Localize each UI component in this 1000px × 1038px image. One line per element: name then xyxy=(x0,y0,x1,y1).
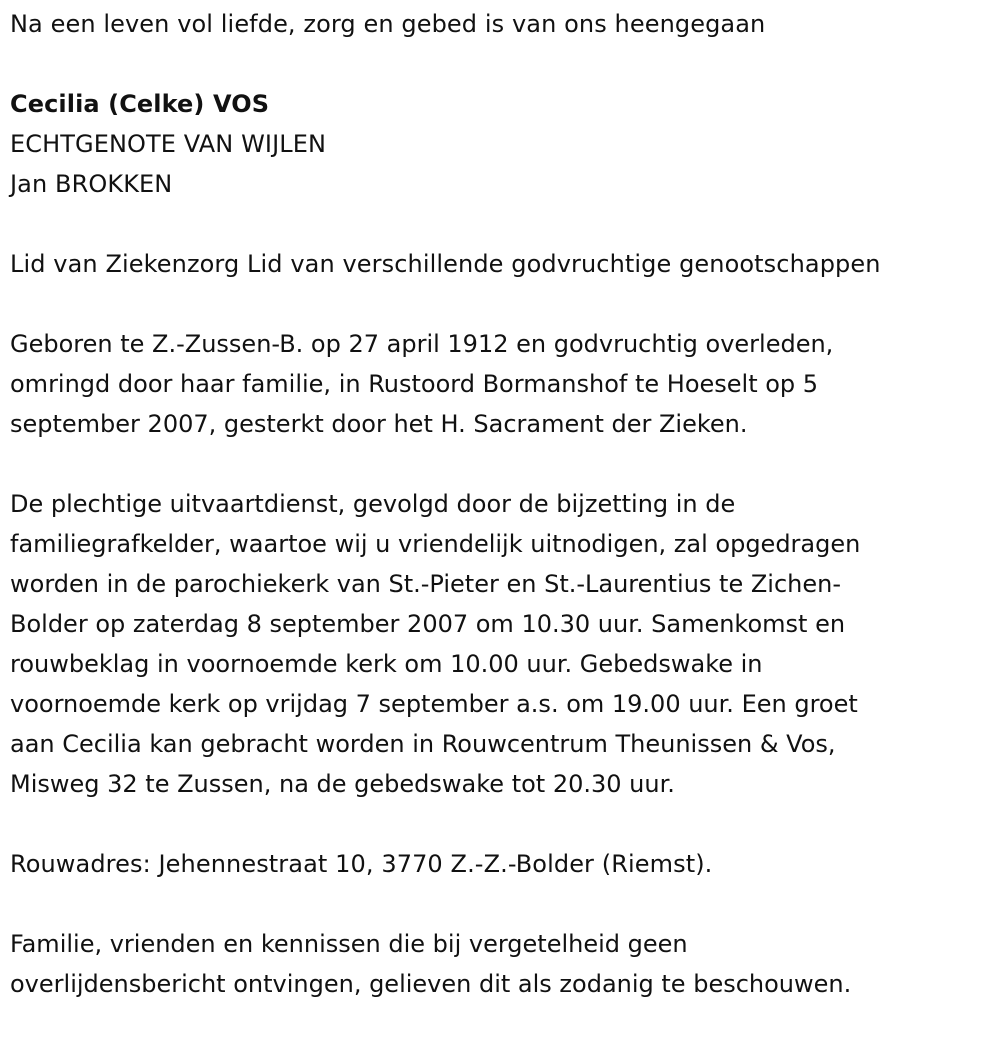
spacer xyxy=(10,804,985,844)
paragraph-line: Geboren te Z.-Zussen-B. op 27 april 1912 en godvruchtig overleden, xyxy=(10,330,834,358)
closing-paragraph xyxy=(10,924,985,1004)
paragraph-line: Bolder op zaterdag 8 september 2007 om 10.30 uur. Samenkomst en xyxy=(10,610,846,638)
paragraph-line: De plechtige uitvaartdienst, gevolgd door de bijzetting in de xyxy=(10,490,736,518)
spacer xyxy=(10,204,985,244)
intro-line: Na een leven vol liefde, zorg en gebed is van ons heengegaan xyxy=(10,10,766,38)
paragraph-line: rouwbeklag in voornoemde kerk om 10.00 uur. Gebedswake in xyxy=(10,650,763,678)
paragraph-line: september 2007, gesterkt door het H. Sacrament der Zieken. xyxy=(10,410,748,438)
deceased-name: Cecilia (Celke) VOS xyxy=(10,90,270,118)
paragraph-line: omringd door haar familie, in Rustoord Bormanshof te Hoeselt op 5 xyxy=(10,370,819,398)
obituary-document xyxy=(10,4,985,1004)
paragraph-line: Familie, vrienden en kennissen die bij vergetelheid geen xyxy=(10,930,688,958)
spacer xyxy=(10,884,985,924)
membership-line: Lid van Ziekenzorg Lid van verschillende godvruchtige genootschappen xyxy=(10,250,881,278)
spacer xyxy=(10,284,985,324)
spouse-name: Jan BROKKEN xyxy=(10,170,173,198)
spouse-label: ECHTGENOTE VAN WIJLEN xyxy=(10,130,327,158)
paragraph-line: overlijdensbericht ontvingen, gelieven dit als zodanig te beschouwen. xyxy=(10,970,852,998)
birth-death-paragraph xyxy=(10,324,985,444)
funeral-paragraph xyxy=(10,484,985,804)
mourning-address: Rouwadres: Jehennestraat 10, 3770 Z.-Z.-Bolder (Riemst). xyxy=(10,850,713,878)
paragraph-line: aan Cecilia kan gebracht worden in Rouwcentrum Theunissen & Vos, xyxy=(10,730,836,758)
paragraph-line: familiegrafkelder, waartoe wij u vriendelijk uitnodigen, zal opgedragen xyxy=(10,530,861,558)
paragraph-line: voornoemde kerk op vrijdag 7 september a.s. om 19.00 uur. Een groet xyxy=(10,690,858,718)
spacer xyxy=(10,44,985,84)
paragraph-line: Misweg 32 te Zussen, na de gebedswake tot 20.30 uur. xyxy=(10,770,675,798)
spacer xyxy=(10,444,985,484)
paragraph-line: worden in de parochiekerk van St.-Pieter en St.-Laurentius te Zichen- xyxy=(10,570,841,598)
